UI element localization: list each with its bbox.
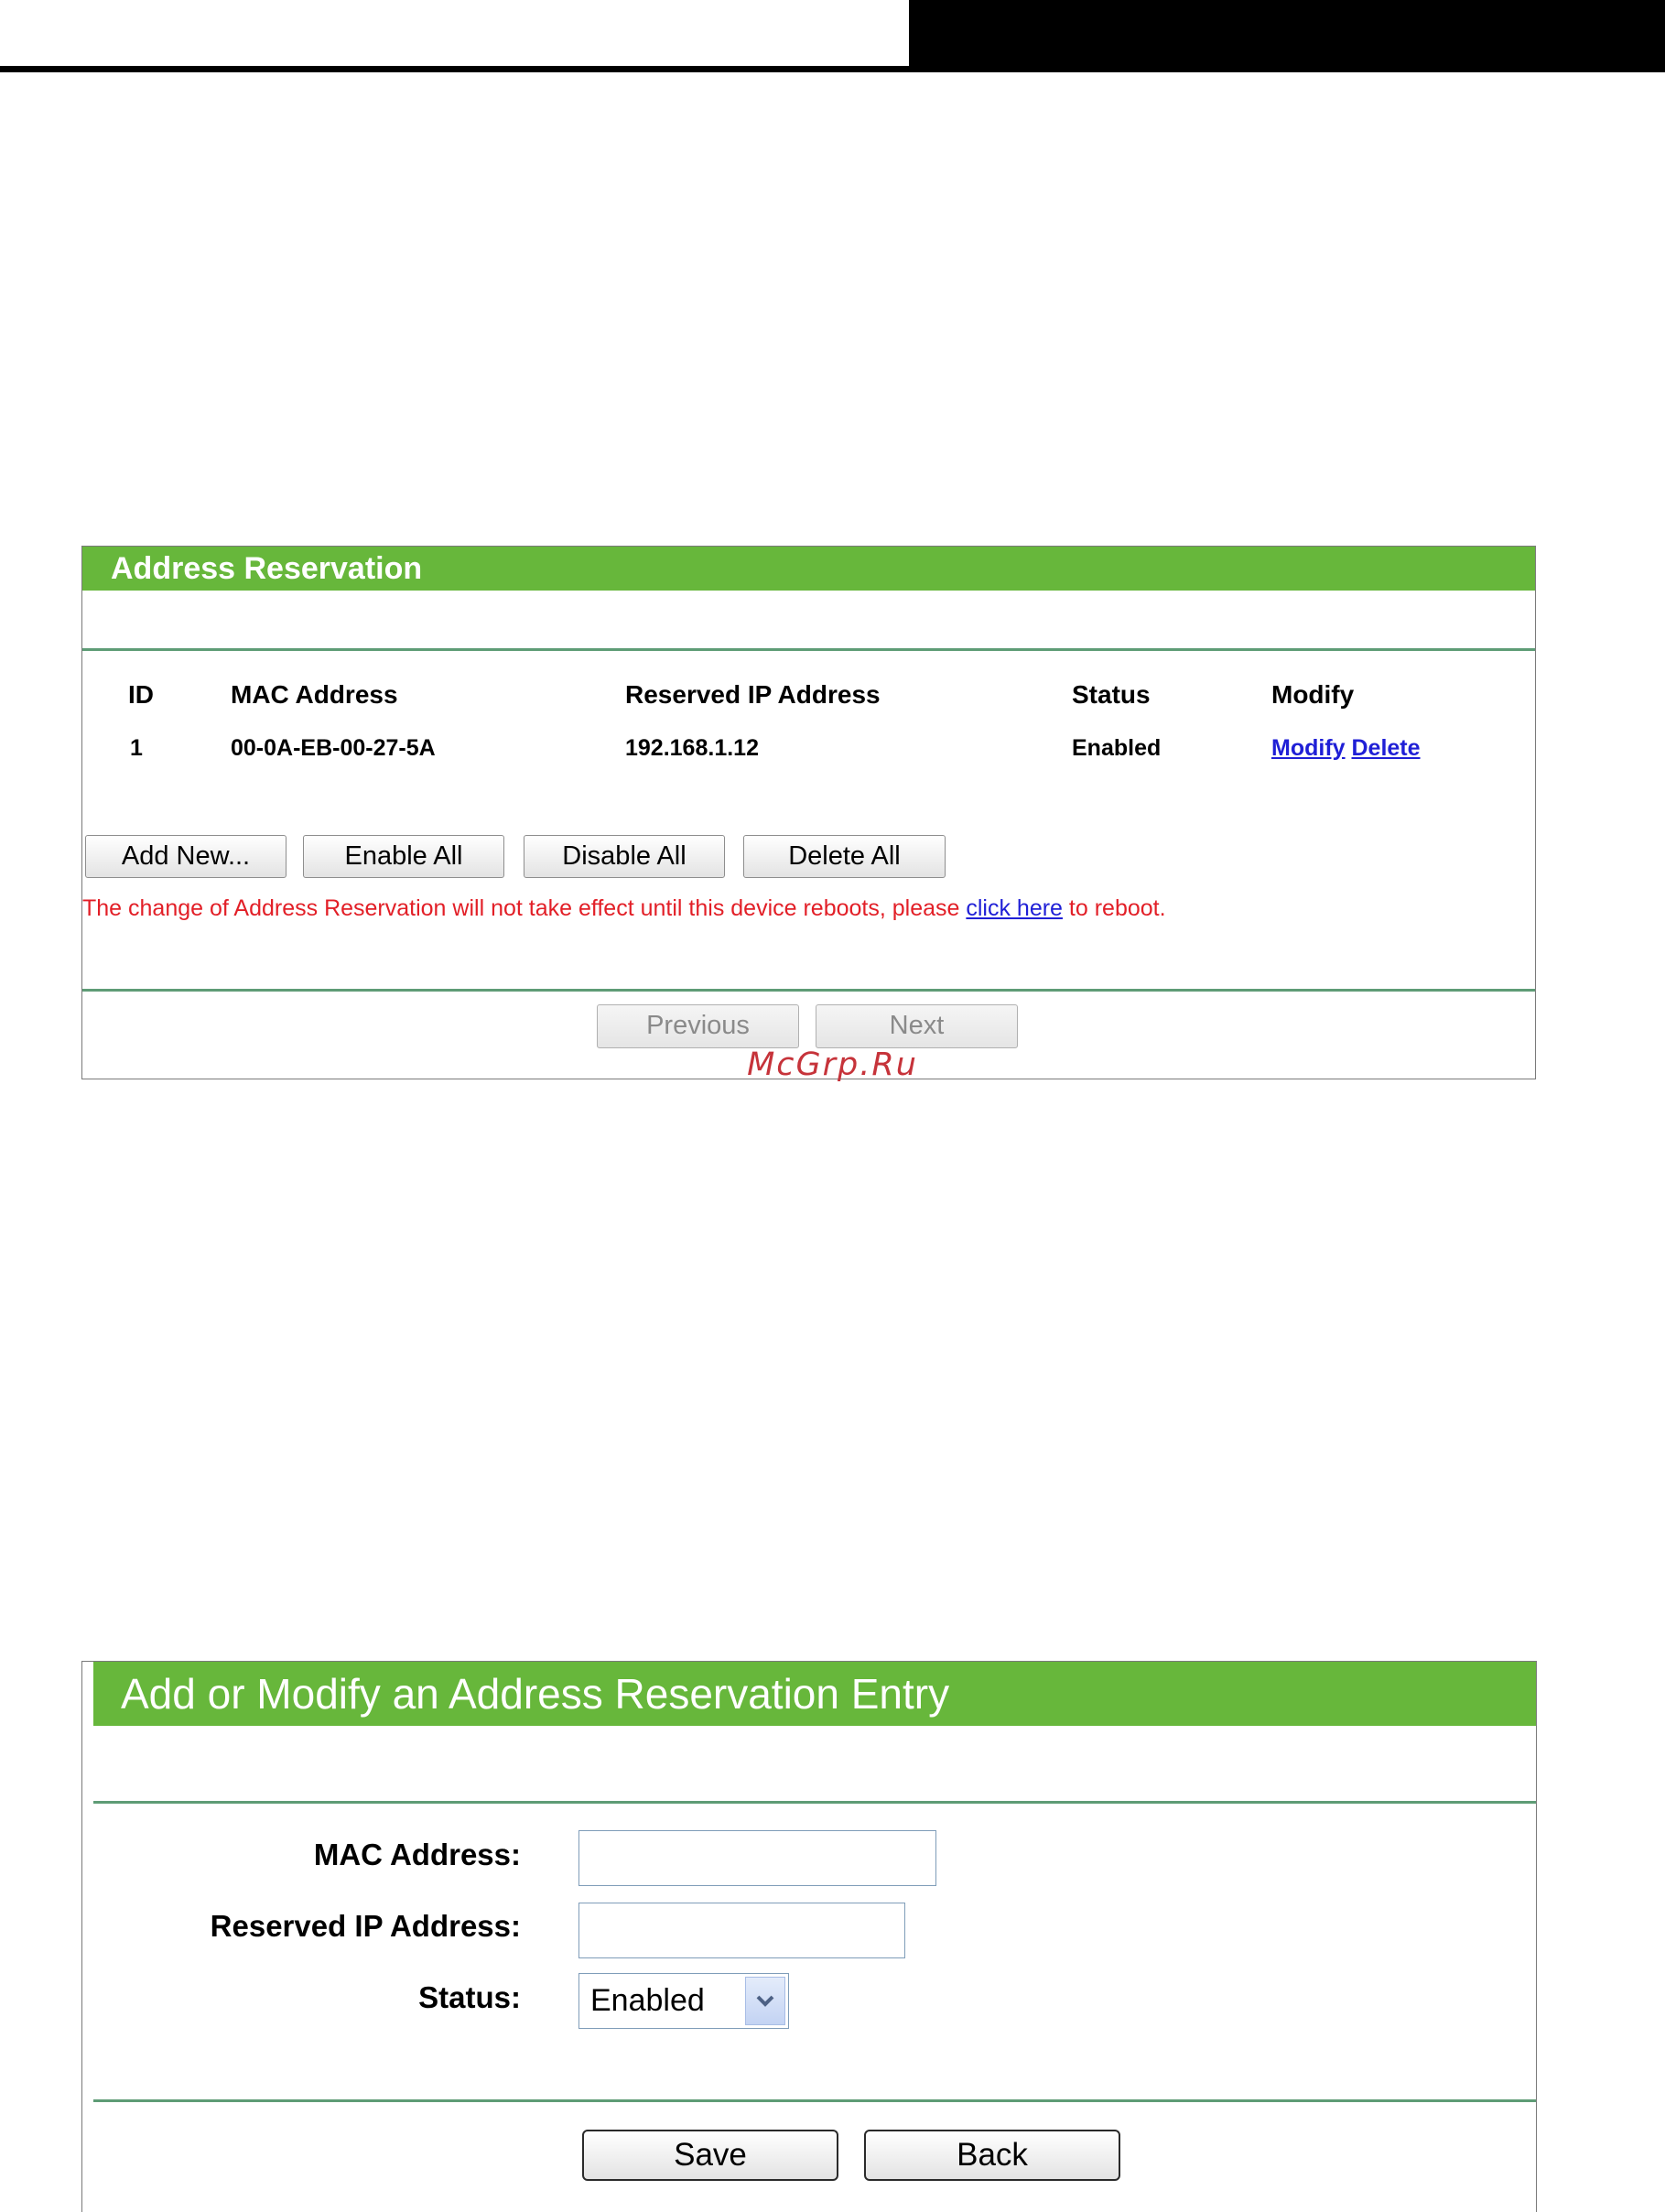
- delete-all-button[interactable]: Delete All: [743, 835, 946, 878]
- cell-ip: 192.168.1.12: [625, 735, 759, 761]
- reserved-ip-input[interactable]: [578, 1903, 905, 1958]
- entry-panel: [81, 1661, 1537, 2212]
- panel-title: Address Reservation: [82, 547, 1535, 591]
- reboot-notice: [82, 895, 1166, 922]
- back-button[interactable]: Back: [864, 2130, 1120, 2181]
- divider: [82, 989, 1535, 992]
- cell-actions: [1271, 735, 1421, 762]
- previous-button[interactable]: Previous: [597, 1004, 799, 1048]
- header-block: [909, 0, 1665, 72]
- reboot-notice-text: The change of Address Reservation will not take effect until this device reboots, please: [82, 895, 967, 921]
- modify-link[interactable]: Modify: [1271, 735, 1346, 761]
- divider: [82, 648, 1535, 651]
- column-header-status: Status: [1072, 680, 1151, 709]
- mac-address-input[interactable]: [578, 1830, 936, 1886]
- address-reservation-panel: [81, 546, 1536, 1079]
- add-new-button[interactable]: Add New...: [85, 835, 287, 878]
- panel-title: Add or Modify an Address Reservation Entry: [93, 1662, 1536, 1726]
- column-header-mac: MAC Address: [231, 680, 398, 709]
- divider: [93, 2099, 1536, 2102]
- cell-mac: 00-0A-EB-00-27-5A: [231, 735, 436, 761]
- watermark: McGrp.Ru: [747, 1046, 918, 1083]
- reserved-ip-label: Reserved IP Address:: [210, 1909, 521, 1943]
- delete-link[interactable]: Delete: [1351, 735, 1421, 761]
- mac-address-label: MAC Address:: [313, 1838, 521, 1871]
- save-button[interactable]: Save: [582, 2130, 838, 2181]
- disable-all-button[interactable]: Disable All: [524, 835, 725, 878]
- cell-id: 1: [130, 735, 143, 761]
- status-select[interactable]: [578, 1973, 789, 2029]
- header-rule: [0, 66, 911, 72]
- column-header-id: ID: [128, 680, 154, 709]
- reboot-notice-tail: to reboot.: [1062, 895, 1166, 921]
- enable-all-button[interactable]: Enable All: [303, 835, 504, 878]
- status-selected-value: Enabled: [590, 1983, 705, 2018]
- reboot-link[interactable]: click here: [966, 895, 1063, 921]
- column-header-modify: Modify: [1271, 680, 1355, 709]
- dropdown-arrow[interactable]: [745, 1977, 785, 2025]
- divider: [93, 1801, 1536, 1804]
- status-label: Status:: [418, 1980, 521, 2014]
- cell-status: Enabled: [1072, 735, 1162, 761]
- chevron-down-icon: [755, 1992, 775, 2009]
- next-button[interactable]: Next: [816, 1004, 1018, 1048]
- column-header-ip: Reserved IP Address: [625, 680, 881, 709]
